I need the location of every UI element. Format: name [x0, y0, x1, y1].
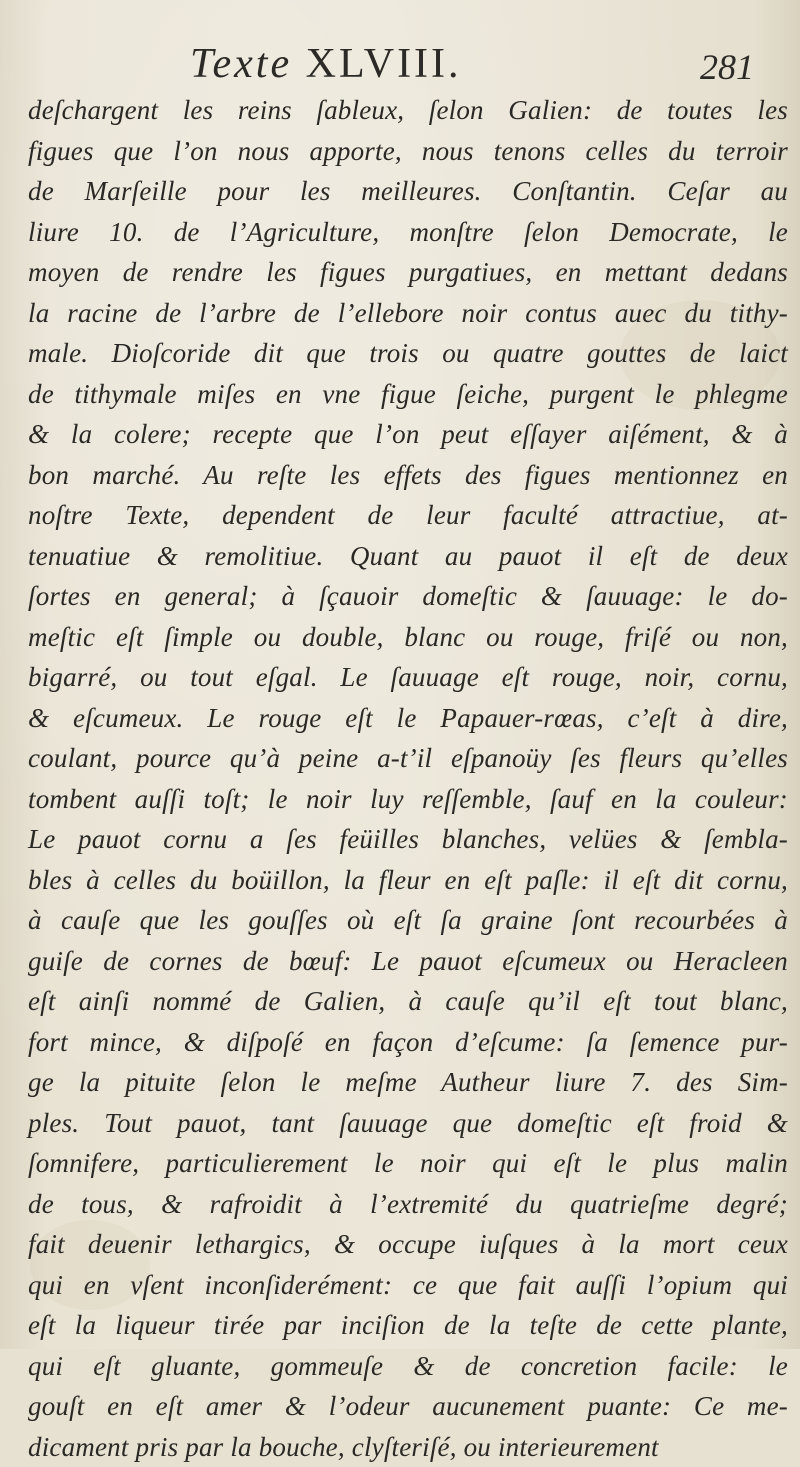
text-line: de tithymale miſes en vne figue ſeiche, purgent le phlegme [28, 374, 788, 415]
text-line: Le pauot cornu a ſes feüilles blanches, velües & ſembla- [28, 819, 788, 860]
text-line: qui eſt gluante, gommeuſe & de concretion facile: le [28, 1346, 788, 1387]
text-line: bon marché. Au reſte les effets des figues mentionnez en [28, 455, 788, 496]
text-line: ge la pituite ſelon le meſme Autheur liure 7. des Sim- [28, 1062, 788, 1103]
running-title-numeral: XLVIII. [306, 41, 462, 87]
running-title [190, 40, 462, 88]
page-number: 281 [700, 46, 754, 88]
text-line: ſomnifere, particulierement le noir qui eſt le plus malin [28, 1143, 788, 1184]
running-title-word: Texte [190, 41, 292, 87]
text-line: fort mince, & diſpoſé en façon d’eſcume: ſa ſemence pur- [28, 1022, 788, 1063]
text-line: figues que l’on nous apporte, nous tenons celles du terroir [28, 131, 788, 172]
text-line: deſchargent les reins ſableux, ſelon Galien: de toutes les [28, 90, 788, 131]
text-line: moyen de rendre les figues purgatiues, en mettant dedans [28, 252, 788, 293]
text-line: male. Dioſcoride dit que trois ou quatre gouttes de laict [28, 333, 788, 374]
text-line: & eſcumeux. Le rouge eſt le Papauer-rœas, c’eſt à dire, [28, 698, 788, 739]
text-line: gouſt en eſt amer & l’odeur aucunement puante: Ce me- [28, 1386, 788, 1427]
text-line: ples. Tout pauot, tant ſauuage que domeſtic eſt froid & [28, 1103, 788, 1144]
text-line: bigarré, ou tout eſgal. Le ſauuage eſt rouge, noir, cornu, [28, 657, 788, 698]
text-line: bles à celles du boüillon, la fleur en eſt paſle: il eſt dit cornu, [28, 860, 788, 901]
text-line: eſt ainſi nommé de Galien, à cauſe qu’il eſt tout blanc, [28, 981, 788, 1022]
text-line: qui en vſent inconſiderément: ce que fait auſſi l’opium qui [28, 1265, 788, 1306]
body-text [28, 90, 788, 1467]
text-line: à cauſe que les gouſſes où eſt ſa graine ſont recourbées à [28, 900, 788, 941]
text-line: meſtic eſt ſimple ou double, blanc ou rouge, friſé ou non, [28, 617, 788, 658]
text-line: eſt la liqueur tirée par inciſion de la teſte de cette plante, [28, 1305, 788, 1346]
text-line: liure 10. de l’Agriculture, monſtre ſelon Democrate, le [28, 212, 788, 253]
text-line: tombent auſſi toſt; le noir luy reſſemble, ſauf en la couleur: [28, 779, 788, 820]
text-line: la racine de l’arbre de l’ellebore noir contus auec du tithy- [28, 293, 788, 334]
page-header [0, 40, 800, 90]
text-line: ſortes en general; à ſçauoir domeſtic & ſauuage: le do- [28, 576, 788, 617]
text-line: & la colere; recepte que l’on peut eſſayer aiſément, & à [28, 414, 788, 455]
text-line: de tous, & rafroidit à l’extremité du quatrieſme degré; [28, 1184, 788, 1225]
text-line: de Marſeille pour les meilleures. Conſtantin. Ceſar au [28, 171, 788, 212]
text-line: coulant, pource qu’à peine a-t’il eſpanoüy ſes fleurs qu’elles [28, 738, 788, 779]
text-line: guiſe de cornes de bœuf: Le pauot eſcumeux ou Heracleen [28, 941, 788, 982]
text-line: fait deuenir lethargics, & occupe iuſques à la mort ceux [28, 1224, 788, 1265]
text-line: noſtre Texte, dependent de leur faculté attractiue, at- [28, 495, 788, 536]
text-line: tenuatiue & remolitiue. Quant au pauot il eſt de deux [28, 536, 788, 577]
text-line: dicament pris par la bouche, clyſteriſé, ou interieurement [28, 1427, 788, 1467]
